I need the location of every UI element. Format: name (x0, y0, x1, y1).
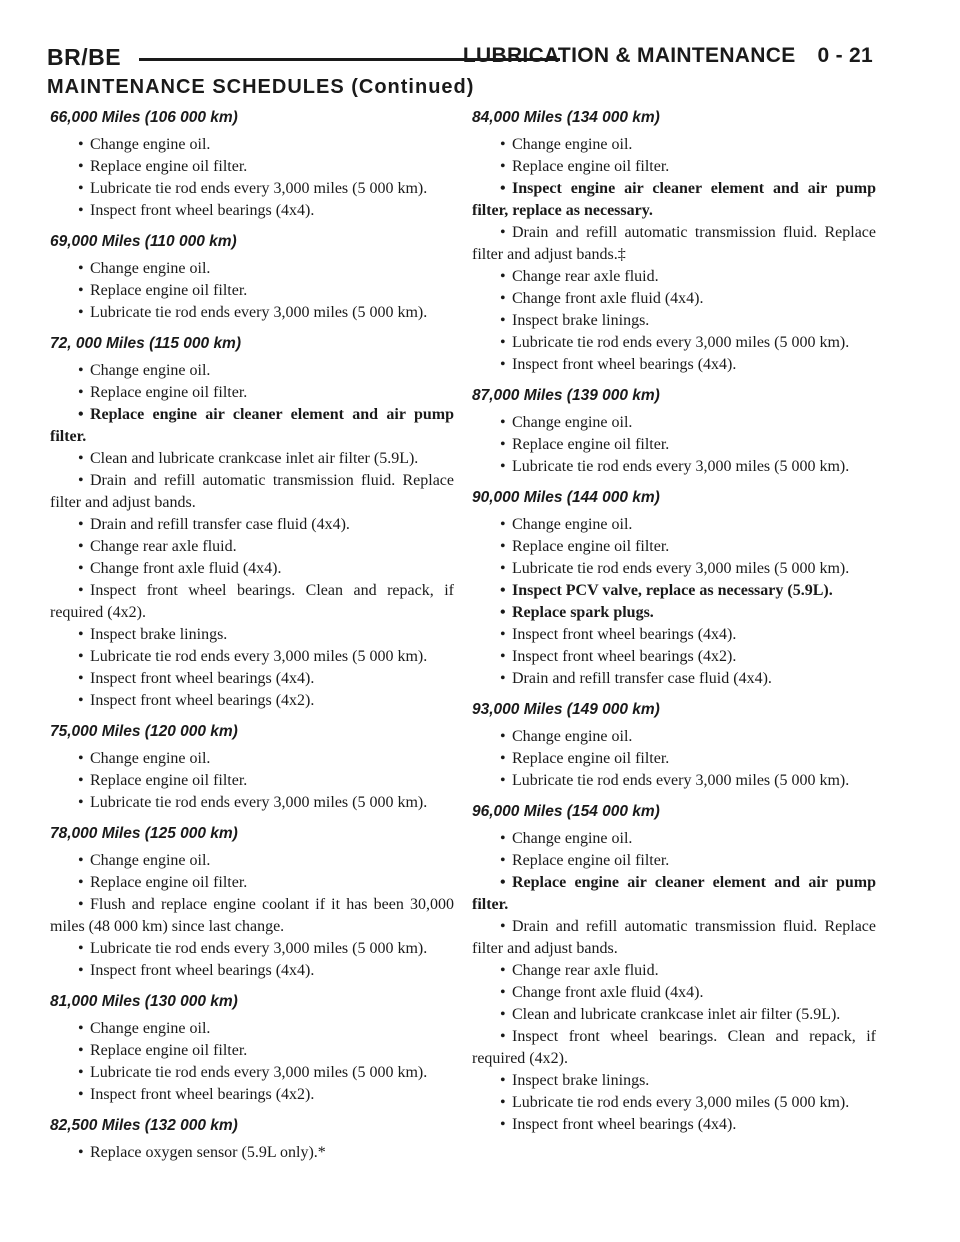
maintenance-item (50, 1062, 454, 1084)
page-header (47, 44, 873, 78)
maintenance-item (472, 668, 876, 690)
maintenance-list (472, 514, 876, 690)
schedule-section (50, 722, 454, 814)
maintenance-item (50, 360, 454, 382)
bullet-icon: • (78, 670, 84, 687)
maintenance-item (50, 770, 454, 792)
bullet-icon: • (500, 918, 506, 935)
maintenance-item (50, 200, 454, 222)
bullet-icon: • (500, 670, 506, 687)
maintenance-item (50, 668, 454, 690)
maintenance-item-text: Drain and refill transfer case fluid (4x4). (512, 670, 772, 687)
bullet-icon: • (500, 852, 506, 869)
page-subtitle: MAINTENANCE SCHEDULES (Continued) (47, 76, 475, 98)
maintenance-item-text: Lubricate tie rod ends every 3,000 miles (5 000 km). (90, 180, 428, 197)
bullet-icon: • (500, 268, 506, 285)
bullet-icon: • (78, 896, 84, 913)
maintenance-list (472, 134, 876, 376)
maintenance-item-text: Replace engine oil filter. (90, 874, 248, 891)
maintenance-item-text: Change front axle fluid (4x4). (512, 290, 704, 307)
bullet-icon: • (500, 560, 506, 577)
maintenance-item-text: Change engine oil. (90, 136, 211, 153)
schedule-section (50, 1116, 454, 1164)
maintenance-item (472, 456, 876, 478)
maintenance-item-text: Lubricate tie rod ends every 3,000 miles (5 000 km). (512, 458, 850, 475)
bullet-icon: • (500, 728, 506, 745)
bullet-icon: • (500, 356, 506, 373)
maintenance-item-text: Change engine oil. (90, 750, 211, 767)
maintenance-item (50, 1018, 454, 1040)
maintenance-item (472, 580, 876, 602)
maintenance-item-text: Lubricate tie rod ends every 3,000 miles (5 000 km). (90, 794, 428, 811)
maintenance-item-text: Change engine oil. (512, 830, 633, 847)
schedule-interval-title: 81,000 Miles (130 000 km) (50, 993, 238, 1010)
schedule-section (50, 824, 454, 982)
bullet-icon: • (78, 450, 84, 467)
bullet-icon: • (500, 180, 506, 197)
maintenance-item (50, 938, 454, 960)
maintenance-item (472, 646, 876, 668)
maintenance-item-text: Lubricate tie rod ends every 3,000 miles (5 000 km). (512, 560, 850, 577)
maintenance-item (50, 960, 454, 982)
schedule-interval-title: 96,000 Miles (154 000 km) (472, 803, 660, 820)
schedule-section (472, 386, 876, 478)
schedule-section (50, 992, 454, 1106)
maintenance-list (50, 850, 454, 982)
maintenance-item-text: Change engine oil. (90, 852, 211, 869)
maintenance-item (50, 448, 454, 470)
maintenance-item-text: Change engine oil. (90, 1020, 211, 1037)
page-number: 0 - 21 (817, 44, 873, 67)
maintenance-item (472, 1114, 876, 1136)
maintenance-item (50, 382, 454, 404)
bullet-icon: • (78, 384, 84, 401)
maintenance-item-text: Clean and lubricate crankcase inlet air filter (5.9L). (90, 450, 419, 467)
maintenance-item-text: Change engine oil. (512, 516, 633, 533)
schedule-interval-title: 87,000 Miles (139 000 km) (472, 387, 660, 404)
bullet-icon: • (500, 1006, 506, 1023)
maintenance-item-text: Change engine oil. (90, 362, 211, 379)
maintenance-item-text: Change engine oil. (512, 136, 633, 153)
maintenance-item (472, 558, 876, 580)
schedule-section (472, 802, 876, 1136)
bullet-icon: • (78, 362, 84, 379)
maintenance-item (472, 850, 876, 872)
bullet-icon: • (78, 1042, 84, 1059)
maintenance-item (472, 748, 876, 770)
maintenance-item (472, 266, 876, 288)
maintenance-item (50, 624, 454, 646)
bullet-icon: • (78, 136, 84, 153)
maintenance-item (472, 726, 876, 748)
bullet-icon: • (78, 582, 84, 599)
maintenance-item-text: Replace engine oil filter. (90, 158, 248, 175)
bullet-icon: • (78, 962, 84, 979)
bullet-icon: • (500, 538, 506, 555)
bullet-icon: • (78, 626, 84, 643)
maintenance-item (50, 404, 454, 448)
schedule-interval-title: 84,000 Miles (134 000 km) (472, 109, 660, 126)
maintenance-item (472, 828, 876, 850)
maintenance-item-text: Change rear axle fluid. (512, 268, 659, 285)
maintenance-item-text: Lubricate tie rod ends every 3,000 miles (5 000 km). (512, 334, 850, 351)
maintenance-item-text: Change rear axle fluid. (512, 962, 659, 979)
bullet-icon: • (78, 1064, 84, 1081)
maintenance-item-text: Inspect brake linings. (512, 312, 650, 329)
bullet-icon: • (78, 560, 84, 577)
maintenance-item (50, 134, 454, 156)
maintenance-item (472, 514, 876, 536)
bullet-icon: • (500, 1116, 506, 1133)
maintenance-item-text: Drain and refill automatic transmission fluid. Replace filter and adjust bands. (50, 472, 454, 511)
maintenance-item-text: Change rear axle fluid. (90, 538, 237, 555)
bullet-icon: • (78, 648, 84, 665)
maintenance-item (50, 1142, 454, 1164)
bullet-icon: • (78, 692, 84, 709)
maintenance-list (50, 360, 454, 712)
maintenance-item (472, 602, 876, 624)
schedule-interval-title: 82,500 Miles (132 000 km) (50, 1117, 238, 1134)
bullet-icon: • (78, 772, 84, 789)
maintenance-item (50, 646, 454, 668)
maintenance-item (50, 558, 454, 580)
maintenance-item (472, 1070, 876, 1092)
maintenance-item (50, 470, 454, 514)
bullet-icon: • (500, 626, 506, 643)
right-column (472, 108, 876, 1136)
maintenance-item-text: Inspect front wheel bearings (4x2). (512, 648, 737, 665)
bullet-icon: • (500, 458, 506, 475)
bullet-icon: • (500, 436, 506, 453)
maintenance-item (472, 1004, 876, 1026)
bullet-icon: • (78, 406, 84, 423)
maintenance-item-text: Replace engine air cleaner element and air pump filter. (472, 874, 876, 913)
maintenance-list (472, 828, 876, 1136)
maintenance-item-text: Replace engine oil filter. (512, 538, 670, 555)
model-code: BR/BE (47, 44, 122, 70)
maintenance-item-text: Replace engine oil filter. (90, 1042, 248, 1059)
maintenance-item-text: Change engine oil. (512, 728, 633, 745)
bullet-icon: • (78, 180, 84, 197)
maintenance-item-text: Inspect front wheel bearings (4x4). (512, 626, 737, 643)
maintenance-item-text: Change front axle fluid (4x4). (512, 984, 704, 1001)
schedule-interval-title: 72, 000 Miles (115 000 km) (50, 335, 242, 352)
schedule-interval-title: 93,000 Miles (149 000 km) (472, 701, 660, 718)
maintenance-item (472, 412, 876, 434)
maintenance-item-text: Lubricate tie rod ends every 3,000 miles (5 000 km). (90, 304, 428, 321)
maintenance-item (472, 434, 876, 456)
schedule-section (472, 108, 876, 376)
maintenance-item-text: Replace oxygen sensor (5.9L only).* (90, 1144, 326, 1161)
schedule-section (50, 108, 454, 222)
maintenance-item-text: Flush and replace engine coolant if it has been 30,000 miles (48 000 km) since last change. (50, 896, 454, 935)
schedule-interval-title: 66,000 Miles (106 000 km) (50, 109, 238, 126)
bullet-icon: • (500, 750, 506, 767)
maintenance-item (472, 354, 876, 376)
maintenance-item-text: Replace spark plugs. (512, 604, 654, 621)
bullet-icon: • (500, 1072, 506, 1089)
maintenance-item (472, 872, 876, 916)
maintenance-item-text: Lubricate tie rod ends every 3,000 miles (5 000 km). (512, 772, 850, 789)
maintenance-item (472, 1092, 876, 1114)
maintenance-item (472, 288, 876, 310)
maintenance-item (50, 178, 454, 200)
schedule-interval-title: 78,000 Miles (125 000 km) (50, 825, 238, 842)
maintenance-item (472, 960, 876, 982)
bullet-icon: • (500, 830, 506, 847)
bullet-icon: • (500, 334, 506, 351)
bullet-icon: • (500, 582, 506, 599)
bullet-icon: • (78, 874, 84, 891)
maintenance-item-text: Inspect front wheel bearings (4x2). (90, 1086, 315, 1103)
bullet-icon: • (78, 1144, 84, 1161)
maintenance-item-text: Drain and refill transfer case fluid (4x4). (90, 516, 350, 533)
bullet-icon: • (78, 750, 84, 767)
maintenance-item-text: Change front axle fluid (4x4). (90, 560, 282, 577)
maintenance-item-text: Replace engine oil filter. (512, 750, 670, 767)
bullet-icon: • (500, 772, 506, 789)
maintenance-item-text: Inspect front wheel bearings (4x4). (512, 356, 737, 373)
bullet-icon: • (78, 794, 84, 811)
bullet-icon: • (500, 984, 506, 1001)
maintenance-item-text: Replace engine oil filter. (512, 158, 670, 175)
maintenance-item-text: Inspect front wheel bearings. Clean and repack, if required (4x2). (472, 1028, 876, 1067)
maintenance-item (472, 536, 876, 558)
bullet-icon: • (78, 516, 84, 533)
maintenance-list (50, 1142, 454, 1164)
maintenance-item-text: Replace engine air cleaner element and air pump filter. (50, 406, 454, 445)
maintenance-item (50, 748, 454, 770)
bullet-icon: • (78, 940, 84, 957)
maintenance-item (472, 916, 876, 960)
maintenance-item-text: Replace engine oil filter. (512, 852, 670, 869)
bullet-icon: • (500, 1028, 506, 1045)
schedule-interval-title: 69,000 Miles (110 000 km) (50, 233, 237, 250)
bullet-icon: • (500, 312, 506, 329)
bullet-icon: • (500, 224, 506, 241)
bullet-icon: • (500, 414, 506, 431)
maintenance-item (50, 850, 454, 872)
maintenance-item-text: Lubricate tie rod ends every 3,000 miles (5 000 km). (90, 1064, 428, 1081)
maintenance-item-text: Inspect front wheel bearings (4x2). (90, 692, 315, 709)
bullet-icon: • (500, 648, 506, 665)
bullet-icon: • (500, 874, 506, 891)
bullet-icon: • (78, 472, 84, 489)
maintenance-list (472, 726, 876, 792)
maintenance-item-text: Inspect front wheel bearings (4x4). (512, 1116, 737, 1133)
maintenance-item (50, 894, 454, 938)
maintenance-list (50, 1018, 454, 1106)
maintenance-item (472, 1026, 876, 1070)
maintenance-item (472, 770, 876, 792)
maintenance-item-text: Change engine oil. (512, 414, 633, 431)
maintenance-item (472, 156, 876, 178)
maintenance-item (50, 514, 454, 536)
maintenance-list (50, 748, 454, 814)
maintenance-item (50, 1040, 454, 1062)
bullet-icon: • (78, 852, 84, 869)
maintenance-item-text: Replace engine oil filter. (512, 436, 670, 453)
maintenance-list (472, 412, 876, 478)
maintenance-list (50, 134, 454, 222)
maintenance-list (50, 258, 454, 324)
maintenance-item (50, 872, 454, 894)
maintenance-item-text: Change engine oil. (90, 260, 211, 277)
section-name: LUBRICATION & MAINTENANCE (462, 44, 796, 67)
schedule-interval-title: 90,000 Miles (144 000 km) (472, 489, 660, 506)
maintenance-item-text: Inspect front wheel bearings (4x4). (90, 202, 315, 219)
section-heading (463, 44, 873, 68)
maintenance-item-text: Replace engine oil filter. (90, 772, 248, 789)
maintenance-item-text: Inspect brake linings. (90, 626, 228, 643)
bullet-icon: • (78, 304, 84, 321)
maintenance-item (472, 624, 876, 646)
bullet-icon: • (78, 538, 84, 555)
maintenance-item-text: Replace engine oil filter. (90, 384, 248, 401)
bullet-icon: • (500, 962, 506, 979)
maintenance-item-text: Inspect brake linings. (512, 1072, 650, 1089)
bullet-icon: • (78, 282, 84, 299)
maintenance-item (50, 258, 454, 280)
maintenance-item-text: Drain and refill automatic transmission fluid. Replace filter and adjust bands. (472, 918, 876, 957)
schedule-interval-title: 75,000 Miles (120 000 km) (50, 723, 238, 740)
maintenance-item-text: Clean and lubricate crankcase inlet air filter (5.9L). (512, 1006, 841, 1023)
maintenance-item (50, 156, 454, 178)
maintenance-item-text: Lubricate tie rod ends every 3,000 miles (5 000 km). (512, 1094, 850, 1111)
maintenance-item-text: Inspect PCV valve, replace as necessary (5.9L). (512, 582, 833, 599)
maintenance-item (50, 302, 454, 324)
schedule-section (50, 334, 454, 712)
maintenance-item (472, 332, 876, 354)
maintenance-item (472, 310, 876, 332)
bullet-icon: • (500, 158, 506, 175)
left-column (50, 108, 454, 1164)
schedule-section (472, 488, 876, 690)
maintenance-item-text: Inspect front wheel bearings (4x4). (90, 962, 315, 979)
maintenance-item-text: Inspect front wheel bearings. Clean and repack, if required (4x2). (50, 582, 454, 621)
bullet-icon: • (78, 1086, 84, 1103)
maintenance-item-text: Inspect front wheel bearings (4x4). (90, 670, 315, 687)
maintenance-item (472, 178, 876, 222)
schedule-section (50, 232, 454, 324)
bullet-icon: • (78, 260, 84, 277)
bullet-icon: • (500, 136, 506, 153)
bullet-icon: • (500, 290, 506, 307)
maintenance-item-text: Drain and refill automatic transmission fluid. Replace filter and adjust bands.‡ (472, 224, 876, 263)
bullet-icon: • (78, 1020, 84, 1037)
maintenance-item (50, 580, 454, 624)
bullet-icon: • (78, 158, 84, 175)
maintenance-item-text: Replace engine oil filter. (90, 282, 248, 299)
maintenance-item (472, 134, 876, 156)
bullet-icon: • (500, 1094, 506, 1111)
bullet-icon: • (78, 202, 84, 219)
maintenance-item (50, 792, 454, 814)
maintenance-item (50, 280, 454, 302)
maintenance-item (472, 982, 876, 1004)
bullet-icon: • (500, 604, 506, 621)
maintenance-item (50, 1084, 454, 1106)
bullet-icon: • (500, 516, 506, 533)
maintenance-item (50, 690, 454, 712)
maintenance-item-text: Lubricate tie rod ends every 3,000 miles (5 000 km). (90, 648, 428, 665)
maintenance-item (472, 222, 876, 266)
maintenance-item-text: Lubricate tie rod ends every 3,000 miles (5 000 km). (90, 940, 428, 957)
maintenance-item (50, 536, 454, 558)
schedule-section (472, 700, 876, 792)
maintenance-item-text: Inspect engine air cleaner element and air pump filter, replace as necessary. (472, 180, 876, 219)
